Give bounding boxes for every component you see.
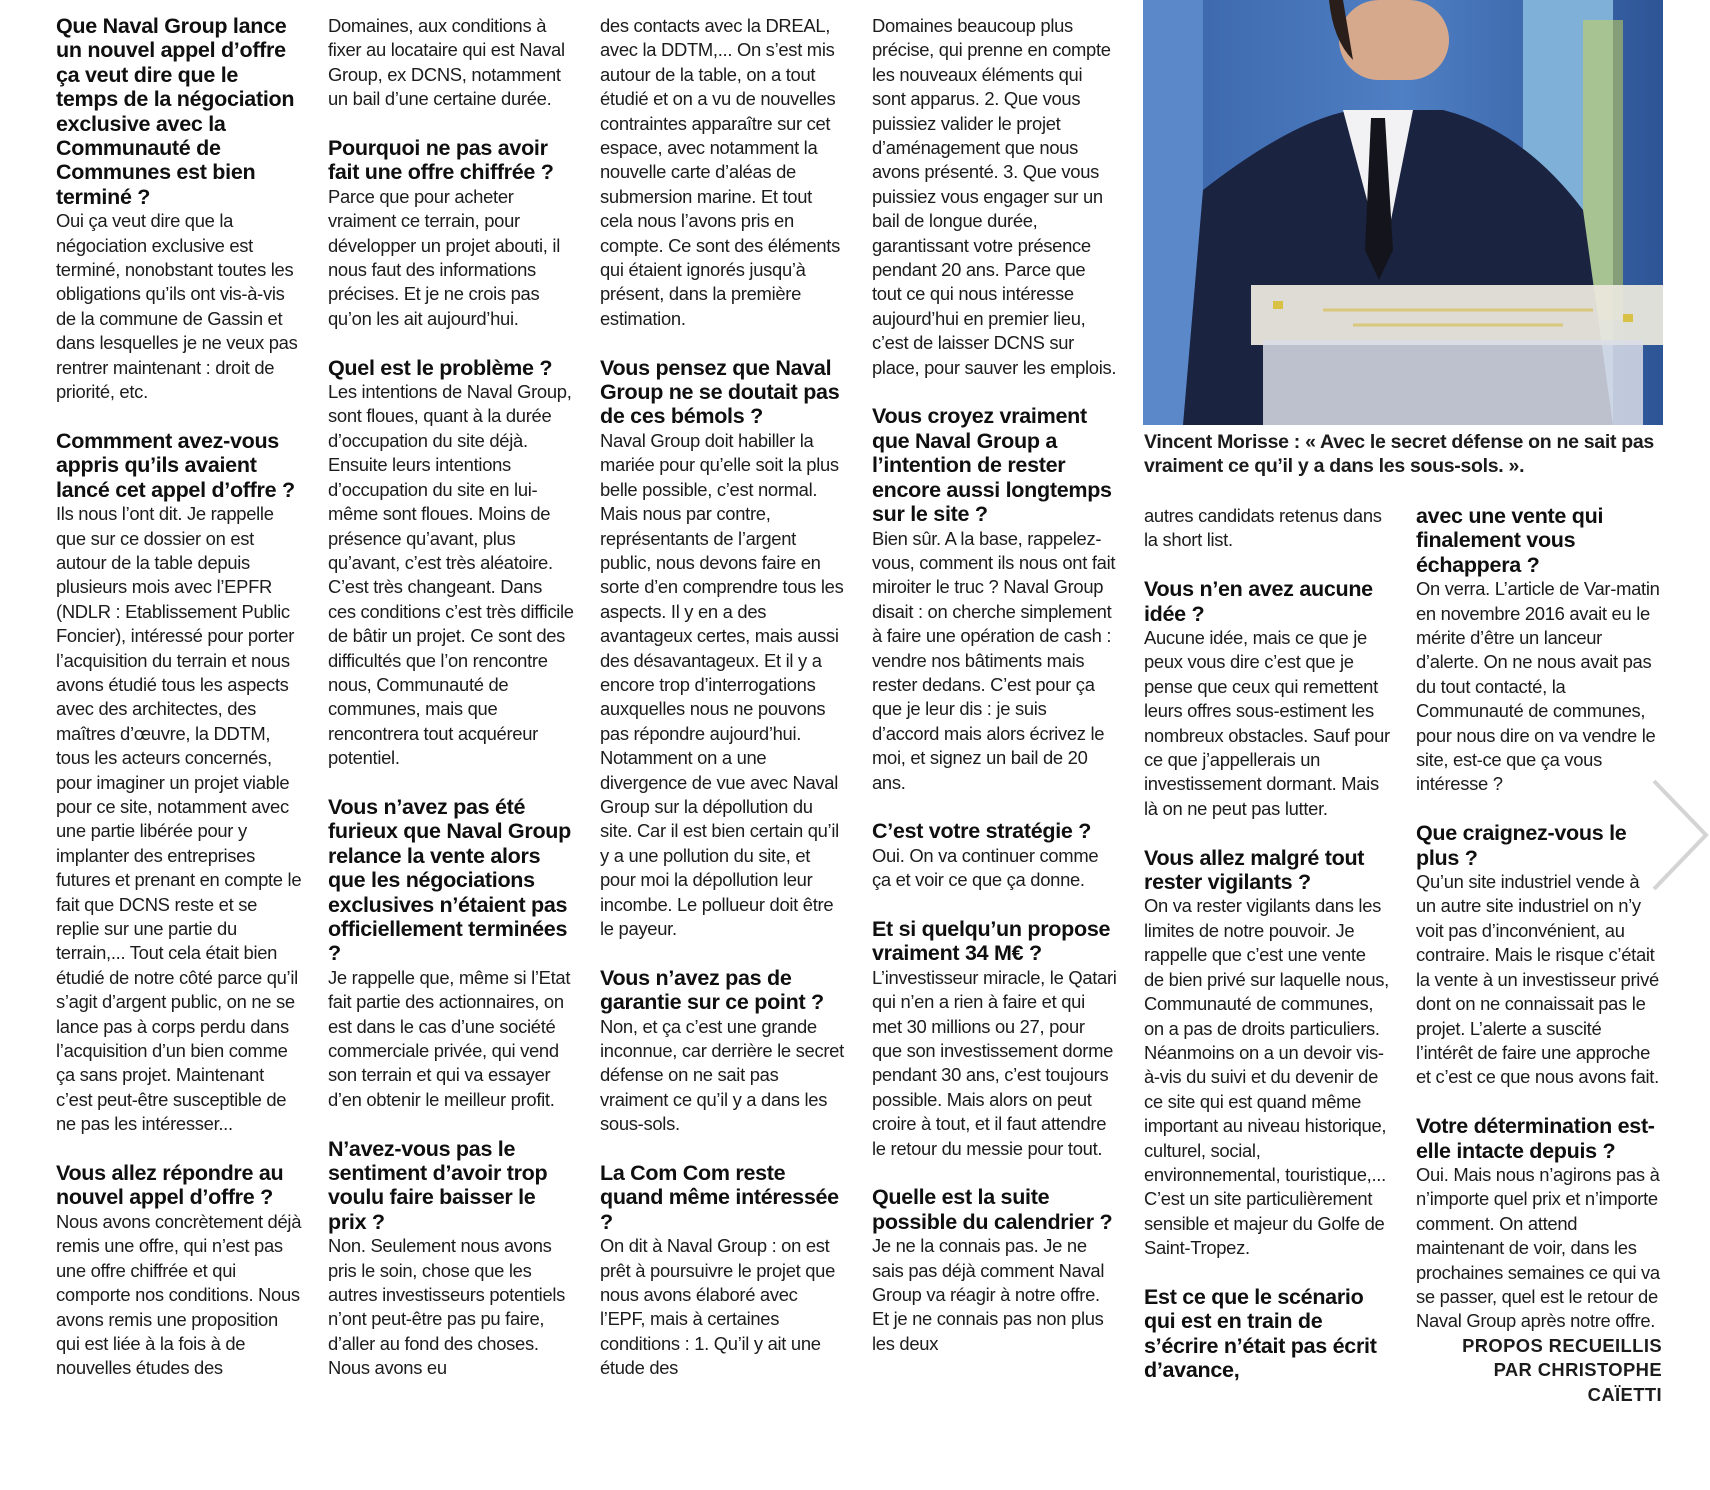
article-column-3: [600, 14, 846, 1381]
author-signature: PAR CHRISTOPHE CAÏETTI: [1493, 1359, 1662, 1405]
interview-question: Vous n’avez pas de garantie sur ce point ?: [600, 965, 824, 1015]
interview-answer: Oui ça veut dire que la négociation exclusive est terminé, nonobstant toutes les obligations qu’ils ont vis-à-vis de la commune de Gassin et dans lesquelles je ne veux pas rentrer maintenant : droit de priorité, etc.: [56, 210, 298, 403]
interview-question: Quelle est la suite possible du calendrier ?: [872, 1185, 1113, 1234]
interview-answer: L’investisseur miracle, le Qatari qui n’en a rien à faire et qui met 30 millions ou 27, pour que son investissement dorme pendant 30 ans, c’est toujours possible. Mais alors on peut croire à tout, et il faut attendre le retour du messie pour tout.: [872, 966, 1117, 1159]
interview-answer: Je ne la connais pas. Je ne sais pas déjà comment Naval Group va réagir à notre offre. Et je ne connais pas non plus les deux: [872, 1235, 1105, 1354]
interview-answer: Qu’un site industriel vende à un autre site industriel on n’y voit pas d’inconvénient, au contraire. Mais le risque c’était la vente à un investisseur privé dont on ne connaissait pas le projet. L’alerte a suscité l’intérêt de faire une approche et c’est ce que nous avons fait.: [1416, 871, 1659, 1088]
interview-question: Que Naval Group lance un nouvel appel d’offre ça veut dire que le temps de la négociation exclusive avec la Communauté de Communes est bien terminé ?: [56, 14, 295, 209]
interview-answer: On verra. L’article de Var-matin en novembre 2016 avait eu le mérite d’être un lanceur d’alerte. On ne nous avait pas du tout contacté, la Communauté de communes, pour nous dire on va vendre le site, est-ce que ça vous intéresse ?: [1416, 578, 1660, 795]
paragraph-gap: [328, 112, 574, 136]
interview-question: N’avez-vous pas le sentiment d’avoir trop voulu faire baisser le prix ?: [328, 1136, 548, 1234]
paragraph-gap: [1144, 821, 1390, 845]
interview-answer: Domaines, aux conditions à fixer au locataire qui est Naval Group, ex DCNS, notamment un bail d’une certaine durée.: [328, 15, 565, 110]
interview-answer: On va rester vigilants dans les limites de notre pouvoir. Je rappelle que c’est une vente de bien privé sur laquelle nous, Communauté de communes, on a pas de droits particuliers. Néanmoins on a un devoir vis-à-vis du suivi et du devenir de ce site qui est quand même important au niveau historique, culturel, social, environnemental, touristique,... C’est un site particulièrement sensible et majeur du Golfe de Saint-Tropez.: [1144, 895, 1389, 1259]
paragraph-gap: [872, 1161, 1118, 1185]
paragraph-gap: [1416, 1090, 1662, 1114]
interview-question: Que craignez-vous le plus ?: [1416, 821, 1627, 870]
paragraph-gap: [56, 405, 302, 429]
speaker-photo-illustration: [1143, 0, 1663, 425]
interview-answer: On dit à Naval Group : on est prêt à poursuivre le projet que nous avons élaboré avec l’EPF, mais à certaines conditions : 1. Qu’il y ait une étude des: [600, 1235, 836, 1379]
interview-answer: Oui. Mais nous n’agirons pas à n’importe quel prix et n’importe comment. On attend maintenant de voir, dans les prochaines semaines ce qui va se passer, quel est le retour de Naval Group après notre offre.: [1416, 1163, 1660, 1332]
author-signature: PROPOS RECUEILLIS: [1462, 1334, 1662, 1356]
interview-answer: Naval Group doit habiller la mariée pour qu’elle soit la plus belle possible, c’est normal. Mais nous par contre, représentants de l’argent public, nous devons faire en sorte d’en comprendre tous les aspects. Il y en a des avantageux certes, mais aussi des désavantageux. Et il y a encore trop d’interrogations auxquelles nous ne pouvons pas répondre aujourd’hui. Notamment on a une divergence de vue avec Naval Group sur la dépollution du site. Car il est bien certain qu’il y a une pollution du site, et pour moi la dépollution leur incombe. Le pollueur doit être le payeur.: [600, 429, 844, 940]
interview-question: La Com Com reste quand même intéressée ?: [600, 1161, 839, 1234]
photo-caption: Vincent Morisse : « Avec le secret défense on ne sait pas vraiment ce qu’il y a dans les sous-sols. ».: [1144, 431, 1654, 478]
paragraph-gap: [872, 795, 1118, 819]
article-column-6: [1416, 504, 1662, 1407]
interview-answer: Ils nous l’ont dit. Je rappelle que sur ce dossier on est autour de la table depuis plusieurs mois avec l’EPFR (NDLR : Etablissement Public Foncier), intéressé pour porter l’acquisition du terrain et nous avons étudié tous les aspects avec des architectes, des maîtres d’œuvre, la DDTM, tous les acteurs concernés, pour imaginer un projet viable pour ce site, notamment avec une partie libérée pour y implanter des entreprises futures et prenant en compte le fait que DCNS reste et se replie sur une partie du terrain,... Tout cela était bien étudié de notre côté parce qu’il s’agit d’argent public, on ne se lance pas à corps perdu dans l’acquisition d’un bien comme ça sans projet. Maintenant c’est peut-être susceptible de ne pas les intéresser...: [56, 503, 302, 1135]
interview-answer: Je rappelle que, même si l’Etat fait partie des actionnaires, on est dans le cas d’une société commerciale privée, qui vend son terrain et qui va essayer d’en obtenir le meilleur profit.: [328, 966, 571, 1110]
interview-question: C’est votre stratégie ?: [872, 819, 1092, 844]
interview-question: Et si quelqu’un propose vraiment 34 M€ ?: [872, 916, 1111, 966]
interview-answer: des contacts avec la DREAL, avec la DDTM,... On s’est mis autour de la table, on a tout étudié et on a vu de nouvelles contraintes apparaître sur cet espace, avec notamment la nouvelle carte d’aléas de submersion marine. Et tout cela nous l’avons pris en compte. Ce sont des éléments qui étaient ignorés jusqu’à présent, dans la première estimation.: [600, 15, 840, 329]
paragraph-gap: [1144, 553, 1390, 577]
interview-answer: Nous avons concrètement déjà remis une offre, qui n’est pas une offre chiffrée et qui comporte nos conditions. Nous avons remis une proposition qui est liée à la fois à de nouvelles études des: [56, 1210, 302, 1379]
paragraph-gap: [328, 1112, 574, 1136]
interview-question: avec une vente qui finalement vous échappera ?: [1416, 504, 1604, 577]
paragraph-gap: [56, 1137, 302, 1161]
paragraph-gap: [600, 941, 846, 965]
interview-question: Votre détermination est-elle intacte depuis ?: [1416, 1114, 1655, 1163]
interview-answer: Les intentions de Naval Group, sont floues, quant à la durée d’occupation du site déjà. Ensuite leurs intentions d’occupation du site en lui-même sont floues. Moins de présence qu’avant, plus qu’avant, c’est très aléatoire. C’est très changeant. Dans ces conditions c’est très difficile de bâtir un projet. Ce sont des difficultés que l’on rencontre nous, Communauté de communes, mais que rencontrera tout acquéreur potentiel.: [328, 381, 574, 769]
interview-question: Quel est le problème ?: [328, 355, 553, 380]
interview-question: Est ce que le scénario qui est en train de s’écrire n’était pas écrit d’avance,: [1144, 1284, 1377, 1383]
paragraph-gap: [328, 331, 574, 355]
interview-question: Commment avez-vous appris qu’ils avaient lancé cet appel d’offre ?: [56, 428, 295, 502]
interview-question: Vous allez malgré tout rester vigilants ?: [1144, 845, 1365, 895]
interview-question: Vous n’avez pas été furieux que Naval Group relance la vente alors que les négociations exclusives n’étaient pas officiellement terminées ?: [328, 794, 571, 966]
article-column-1: [56, 14, 302, 1381]
interview-answer: Bien sûr. A la base, rappelez-vous, comment ils nous ont fait miroiter le truc ? Naval Group disait : on cherche simplement à faire une opération de cash : vendre nos bâtiments mais rester dedans. C’est pour ça que je leur dis : je suis d’accord mais alors écrivez le moi, et signez un bail de 20 ans.: [872, 527, 1116, 793]
article-column-5: [1144, 504, 1390, 1383]
chevron-right-icon[interactable]: [1650, 775, 1710, 895]
interview-question: Pourquoi ne pas avoir fait une offre chiffrée ?: [328, 136, 554, 185]
paragraph-gap: [328, 771, 574, 795]
article-column-2: [328, 14, 574, 1381]
interview-question: Vous pensez que Naval Group ne se doutait pas de ces bémols ?: [600, 355, 840, 429]
article-column-4: [872, 14, 1118, 1356]
interview-answer: Oui. On va continuer comme ça et voir ce que ça donne.: [872, 844, 1099, 891]
speaker-photo: [1143, 0, 1663, 425]
interview-answer: Non. Seulement nous avons pris le soin, chose que les autres investisseurs potentiels n’ont peut-être pas pu faire, d’aller au fond des choses. Nous avons eu: [328, 1235, 566, 1379]
paragraph-gap: [1416, 797, 1662, 821]
interview-answer: Parce que pour acheter vraiment ce terrain, pour développer un projet abouti, il nous faut des informations précises. Et je ne crois pas qu’on les ait aujourd’hui.: [328, 185, 560, 329]
paragraph-gap: [1144, 1261, 1390, 1285]
interview-question: Vous n’en avez aucune idée ?: [1144, 577, 1373, 626]
paragraph-gap: [872, 893, 1118, 917]
interview-answer: Domaines beaucoup plus précise, qui prenne en compte les nouveaux éléments qui sont apparus. 2. Que vous puissiez valider le projet d’aménagement que nous avons présenté. 3. Que vous puissiez vous engager sur un bail de longue durée, garantissant votre présence pendant 20 ans. Parce que tout ce qui nous intéresse aujourd’hui en premier lieu, c’est de laisser DCNS sur place, pour sauver les emplois.: [872, 15, 1117, 378]
interview-answer: Non, et ça c’est une grande inconnue, car derrière le secret défense on ne sait pas vraiment ce qu’il y a dans les sous-sols.: [600, 1015, 844, 1135]
interview-answer: autres candidats retenus dans la short list.: [1144, 505, 1382, 551]
interview-question: Vous allez répondre au nouvel appel d’offre ?: [56, 1161, 284, 1210]
interview-answer: Aucune idée, mais ce que je peux vous dire c’est que je pense que ceux qui remettent leurs offres sous-estiment les nombreux obstacles. Sauf pour ce que j’appellerais un investissement dormant. Mais là on ne peut pas lutter.: [1144, 627, 1390, 819]
interview-question: Vous croyez vraiment que Naval Group a l’intention de rester encore aussi longtemps sur le site ?: [872, 404, 1112, 527]
paragraph-gap: [600, 1137, 846, 1161]
paragraph-gap: [872, 380, 1118, 404]
paragraph-gap: [600, 331, 846, 355]
